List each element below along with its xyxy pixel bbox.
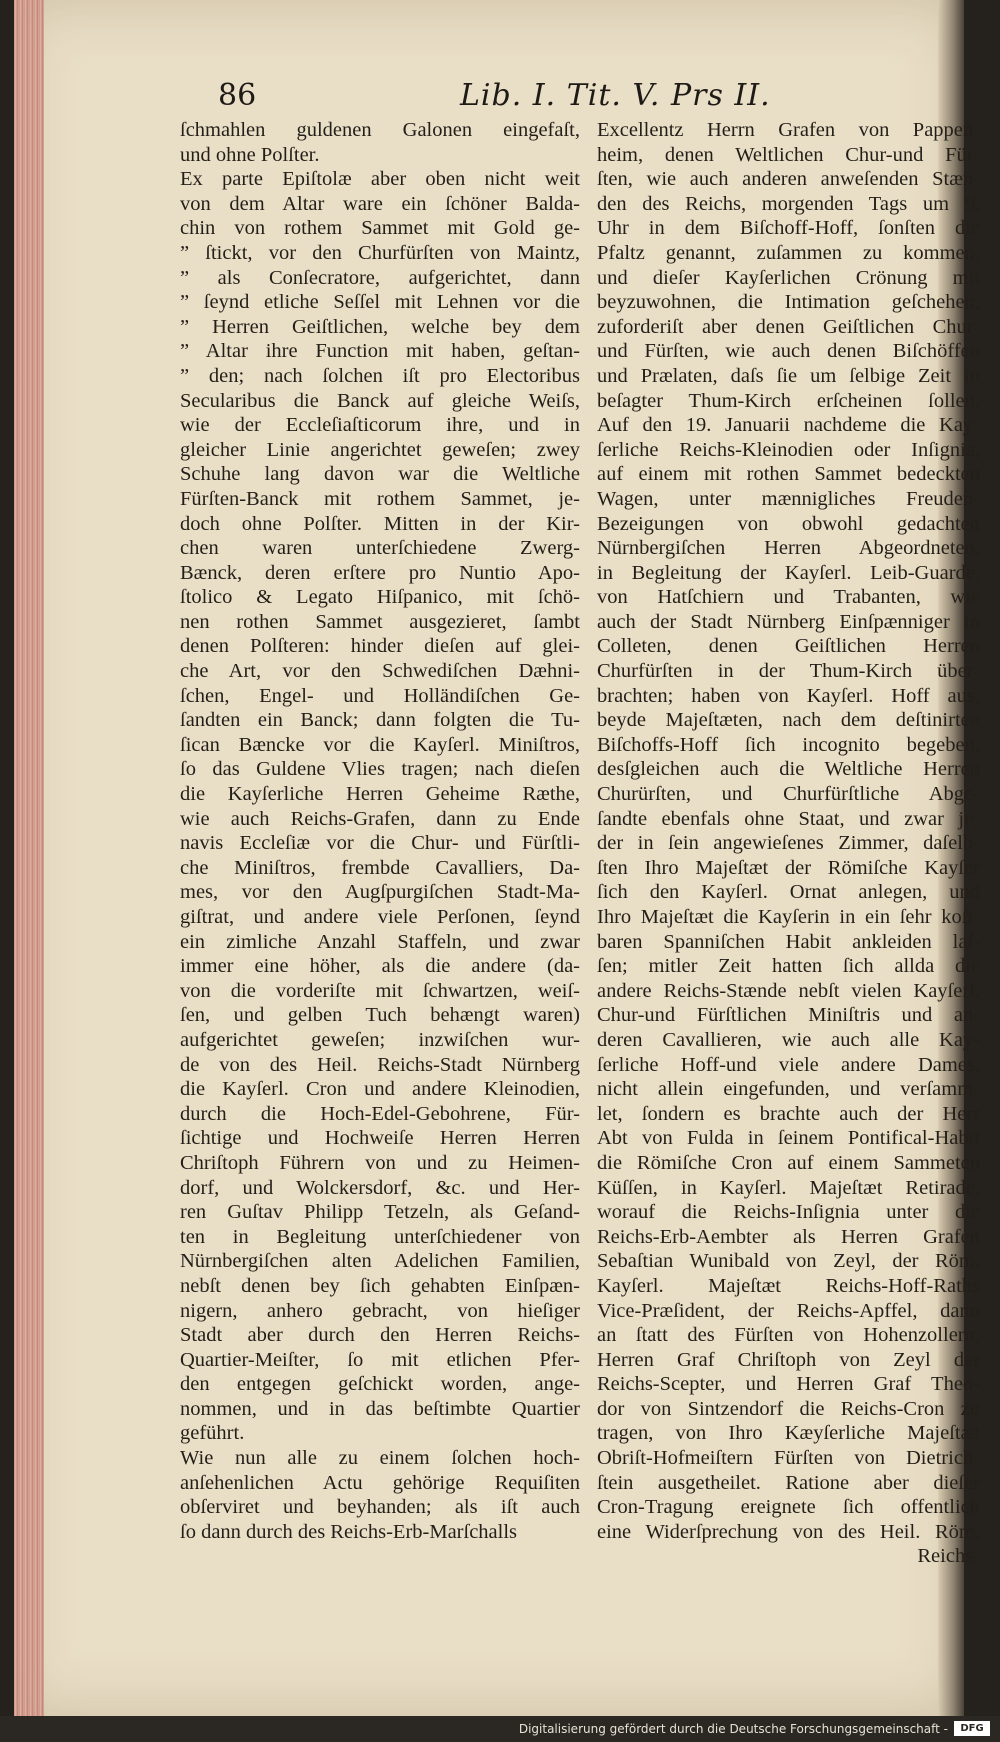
text-line: und Fürſten, wie auch denen Biſchöffen (597, 340, 980, 363)
text-line: Bænck, deren erſtere pro Nuntio Apo- (180, 561, 580, 584)
text-line: chin von rothem Sammet mit Gold ge- (180, 217, 580, 240)
text-line: navis Eccleſiæ vor die Chur- und Fürſtli- (180, 832, 580, 855)
text-line: Ex parte Epiſtolæ aber oben nicht weit (180, 168, 580, 191)
text-line: ſen; mitler Zeit hatten ſich allda die (597, 955, 980, 978)
text-line: an ſtatt des Fürſten von Hohenzollern, (597, 1324, 980, 1347)
text-line: heim, denen Weltlichen Chur-und Für- (597, 143, 980, 166)
text-line: ” ſtickt, vor den Churfürſten von Maintz, (180, 241, 580, 264)
text-line: ſten Ihro Majeſtæt der Römiſche Kayſer (597, 856, 980, 879)
text-line: ſich den Kayſerl. Ornat anlegen, und (597, 881, 980, 904)
text-line: den des Reichs, morgenden Tags um 9. (597, 192, 980, 215)
text-line: die Kayſerl. Cron und andere Kleinodien, (180, 1078, 580, 1101)
text-line: auch der Stadt Nürnberg Einſpænniger in (597, 610, 980, 633)
text-line: Bezeigungen von obwohl gedachten (597, 512, 980, 535)
text-line: ren Guſtav Philipp Tetzeln, als Geſand- (180, 1201, 580, 1224)
text-line: ” als Conſecratore, aufgerichtet, dann (180, 266, 580, 289)
text-line: ſandte ebenfals ohne Staat, und zwar je- (597, 807, 980, 830)
text-line: Reichs- (917, 1545, 980, 1568)
text-line: ſo das Guldene Vlies tragen; nach dieſen (180, 758, 580, 781)
text-line: von dem Altar ware ein ſchöner Balda- (180, 192, 580, 215)
text-line: wie auch Reichs-Grafen, dann zu Ende (180, 807, 580, 830)
footer-credit: Digitalisierung gefördert durch die Deutsche Forschungsgemeinschaft - (518, 1722, 948, 1736)
text-line: ſerliche Hoff-und viele andere Dames, (597, 1053, 980, 1076)
text-line: anſehenlichen Actu gehörige Requiſiten (180, 1471, 580, 1494)
text-line: Biſchoffs-Hoff ſich incognito begeben, (597, 733, 980, 756)
text-line: gleicher Linie angerichtet geweſen; zwey (180, 438, 580, 461)
text-line: und dieſer Kayſerlichen Crönung mit (597, 266, 980, 289)
text-line: ſo dann durch des Reichs-Erb-Marſchalls (180, 1520, 518, 1543)
text-line: nommen, und in das beſtimbte Quartier (180, 1397, 580, 1420)
text-line: ſen, und gelben Tuch behængt waren) (180, 1004, 580, 1027)
text-line: Küſſen, in Kayſerl. Majeſtæt Retirade, (597, 1176, 980, 1199)
text-line: immer eine höher, als die andere (da- (180, 955, 580, 978)
text-line: ſchmahlen guldenen Galonen eingefaſt, (180, 119, 580, 141)
text-line: und Prælaten, daſs ſie um ſelbige Zeit in (597, 364, 980, 387)
text-line: in Begleitung der Kayſerl. Leib-Guarde, (597, 561, 980, 584)
text-line: ſtein ausgetheilet. Ratione aber dieſer (597, 1471, 980, 1494)
text-line: mes, vor den Augſpurgiſchen Stadt-Ma- (180, 881, 580, 904)
text-line: von die vorderiſte mit ſchwartzen, weiſ- (180, 979, 580, 1002)
text-line: der in ſein angewieſenes Zimmer, daſelb- (597, 832, 980, 855)
digitization-footer (0, 1716, 1000, 1742)
text-line: ” Herren Geiſtlichen, welche bey dem (180, 315, 580, 338)
text-line: Nürnbergiſchen alten Adelichen Familien, (180, 1250, 580, 1273)
text-line: Fürſten-Banck mit rothem Sammet, je- (180, 487, 580, 510)
text-line: ſtolico & Legato Hiſpanico, mit ſchö- (180, 586, 580, 609)
page-number: 86 (218, 78, 257, 113)
text-line: andere Reichs-Stænde nebſt vielen Kayſerl. (597, 979, 980, 1002)
text-line: die Kayſerliche Herren Geheime Ræthe, (180, 783, 580, 806)
text-line: Secularibus die Banck auf gleiche Weiſs, (180, 389, 580, 412)
text-line: Nürnbergiſchen Herren Abgeordneten, (597, 537, 980, 560)
text-line: beyzuwohnen, die Intimation geſchehen, (597, 291, 980, 314)
text-line: wie der Eccleſiaſticorum ihre, und in (180, 414, 580, 437)
text-line: let, ſondern es brachte auch der Herr (597, 1102, 980, 1125)
text-line: geführt. (180, 1422, 245, 1445)
text-line: che Art, vor den Schwediſchen Dæhni- (180, 660, 580, 683)
text-line: worauf die Reichs-Inſignia unter die (597, 1201, 980, 1224)
text-line: ſandten ein Banck; dann folgten die Tu- (180, 709, 580, 732)
text-line: chen waren unterſchiedene Zwerg- (180, 537, 580, 560)
text-line: desſgleichen auch die Weltliche Herren (597, 758, 980, 781)
text-line: ſchen, Engel- und Holländiſchen Ge- (180, 684, 580, 707)
text-line: ” ſeynd etliche Seſſel mit Lehnen vor die (180, 291, 580, 314)
text-line: Pfaltz genannt, zuſammen zu kommen, (597, 241, 980, 264)
text-line: obſerviret und beyhanden; als iſt auch (180, 1496, 580, 1519)
text-line: Churfürſten in der Thum-Kirch über- (597, 660, 980, 683)
text-line: nicht allein eingefunden, und verſamm- (597, 1078, 980, 1101)
text-line: Excellentz Herrn Grafen von Pappen- (597, 119, 980, 141)
text-line: ein zimliche Anzahl Staffeln, und zwar (180, 930, 580, 953)
text-line: ſichtige und Hochweiſe Herren Herren (180, 1127, 580, 1150)
text-line: durch die Hoch-Edel-Gebohrene, Für- (180, 1102, 580, 1125)
text-line: den entgegen geſchickt worden, ange- (180, 1373, 580, 1396)
text-line: Sebaſtian Wunibald von Zeyl, der Röm. (597, 1250, 980, 1273)
text-line: ſican Bæncke vor die Kayſerl. Miniſtros, (180, 733, 580, 756)
text-line: nebſt denen bey ſich gehabten Einſpæn- (180, 1274, 580, 1297)
text-line: Quartier-Meiſter, ſo mit etlichen Pfer- (180, 1348, 580, 1371)
text-line: Uhr in dem Biſchoff-Hoff, ſonſten die (597, 217, 980, 240)
text-line: ” Altar ihre Function mit haben, geſtan- (180, 340, 580, 363)
text-line: Kayſerl. Majeſtæt Reichs-Hoff-Raths (597, 1274, 980, 1297)
text-line: Reichs-Erb-Aembter als Herren Grafen (597, 1225, 980, 1248)
page-edge-stack (14, 0, 44, 1716)
text-line: Wagen, unter mænnigliches Freuden- (597, 487, 980, 510)
text-line: ” den; nach ſolchen iſt pro Electoribus (180, 364, 580, 387)
text-line: Stadt aber durch den Herren Reichs- (180, 1324, 580, 1347)
text-line: nen rothen Sammet ausgezieret, ſambt (180, 610, 580, 633)
text-line: dorf, und Wolckersdorf, &c. und Her- (180, 1176, 580, 1199)
left-text-column (180, 118, 580, 1544)
text-line: de von des Heil. Reichs-Stadt Nürnberg (180, 1053, 580, 1076)
text-line: Abt von Fulda in ſeinem Pontifical-Habit (597, 1127, 980, 1150)
text-line: Schuhe lang davon war die Weltliche (180, 463, 580, 486)
text-line: beyde Majeſtæten, nach dem deſtinirten (597, 709, 980, 732)
text-line: dor von Sintzendorf die Reichs-Cron zu (597, 1397, 980, 1420)
text-line: che Miniſtros, frembde Cavalliers, Da- (180, 856, 580, 879)
text-line: nigern, anhero gebracht, von hieſiger (180, 1299, 580, 1322)
right-text-column (597, 118, 980, 1569)
text-line: denen Polſteren: hinder dieſen auf glei- (180, 635, 580, 658)
text-line: und ohne Polſter. (180, 143, 320, 166)
text-line: Reichs-Scepter, und Herren Graf Theo- (597, 1373, 980, 1396)
text-line: Obriſt-Hofmeiſtern Fürſten von Dietrich- (597, 1447, 980, 1470)
text-line: Wie nun alle zu einem ſolchen hoch- (180, 1447, 580, 1470)
text-line: Cron-Tragung ereignete ſich offentlich (597, 1496, 980, 1519)
text-line: aufgerichtet geweſen; inzwiſchen wur- (180, 1028, 580, 1051)
dfg-logo: DFG (954, 1721, 990, 1736)
text-line: die Römiſche Cron auf einem Sammeten (597, 1151, 980, 1174)
text-line: Auf den 19. Januarii nachdeme die Kay- (597, 414, 980, 437)
text-line: baren Spanniſchen Habit ankleiden laſ- (597, 930, 980, 953)
text-line: ten in Begleitung unterſchiedener von (180, 1225, 580, 1248)
text-line: giſtrat, und andere viele Perſonen, ſeynd (180, 906, 580, 928)
text-line: Colleten, denen Geiſtlichen Herren (597, 635, 980, 658)
text-line: von Hatſchiern und Trabanten, wie (597, 586, 980, 609)
text-line: Ihro Majeſtæt die Kayſerin in ein ſehr koſt- (597, 906, 980, 928)
text-line: deren Cavallieren, wie auch alle Kay- (597, 1028, 980, 1051)
text-line: beſagter Thum-Kirch erſcheinen ſollen. (597, 389, 980, 412)
text-line: Churürſten, und Churfürſtliche Abge- (597, 783, 980, 806)
text-line: brachten; haben von Kayſerl. Hoff aus, (597, 684, 980, 707)
text-line: Vice-Præſident, der Reichs-Apffel, dann (597, 1299, 980, 1322)
text-line: ſten, wie auch anderen anweſenden Stæn- (597, 168, 980, 191)
text-line: doch ohne Polſter. Mitten in der Kir- (180, 512, 580, 535)
running-title: Lib. I. Tit. V. Prs II. (460, 78, 771, 113)
text-line: tragen, von Ihro Kæyſerliche Majeſtæt (597, 1422, 980, 1445)
text-line: eine Widerſprechung von des Heil. Röm. (597, 1520, 980, 1543)
text-line: Chriſtoph Führern von und zu Heimen- (180, 1151, 580, 1174)
text-line: ſerliche Reichs-Kleinodien oder Inſignia, (597, 438, 980, 461)
text-line: Herren Graf Chriſtoph von Zeyl der (597, 1348, 980, 1371)
text-line: zuforderiſt aber denen Geiſtlichen Chur- (597, 315, 980, 338)
text-line: auf einem mit rothen Sammet bedeckten (597, 463, 980, 486)
text-line: Chur-und Fürſtlichen Miniſtris und an- (597, 1004, 980, 1027)
